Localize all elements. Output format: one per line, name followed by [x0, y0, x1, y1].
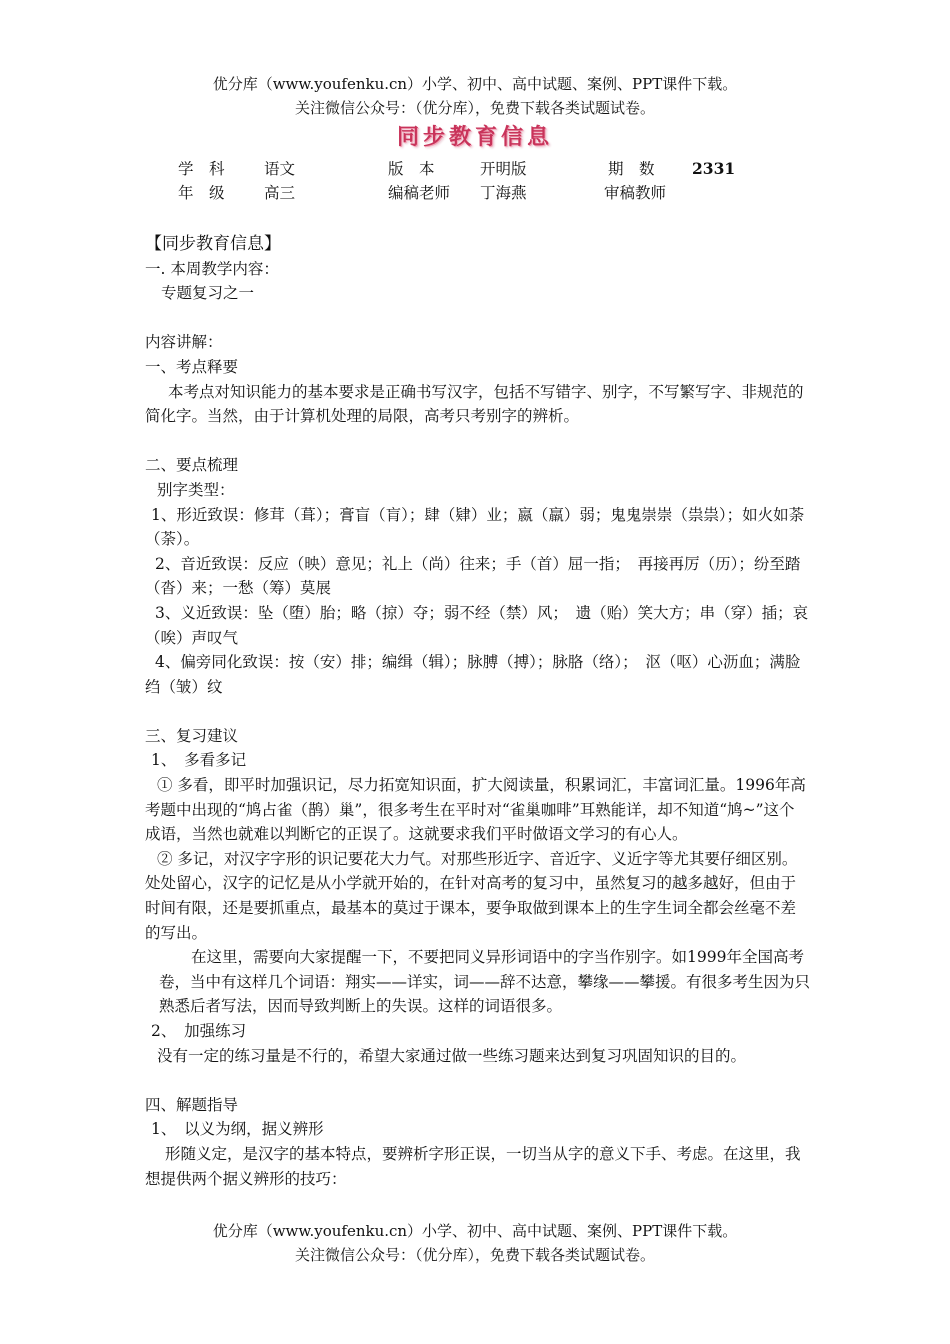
grade-value: 高三 — [264, 184, 296, 202]
meta-row-2 — [0, 182, 950, 204]
meta-row-1 — [0, 158, 950, 180]
paragraph: ② 多记，对汉字字形的识记要花大力气。对那些形近字、音近字、义近字等尤其要仔细区别。处处留心，汉字的记忆是从小学就开始的，在针对高考的复习中，虽然复习的越多越好，但由于时间有限，还是要抓重点，最基本的莫过于课本，要争取做到课本上的生字生词全都会丝毫不差的写出。 — [145, 849, 798, 942]
section-title: 【同步教育信息】 — [145, 234, 281, 254]
heading: 三、复习建议 — [145, 726, 239, 745]
paragraph: ① 多看，即平时加强识记，尽力拓宽知识面，扩大阅读量，积累词汇，丰富词汇量。1996年高考题中出现的“鸠占雀（鹊）巢”，很多考生在平时对“雀巢咖啡”耳熟能详，却不知道“鸠~”这个成语，当然也就难以判断它的正误了。这就要求我们平时做语文学习的有心人。 — [145, 776, 806, 844]
subheading: 1、 多看多记 — [151, 751, 247, 770]
heading: 二、要点梳理 — [145, 456, 239, 475]
paragraph: 本考点对知识能力的基本要求是正确书写汉字，包括不写错字、别字，不写繁写字、非规范的简化字。当然，由于计算机处理的局限，高考只考别字的辨析。 — [145, 382, 804, 426]
heading: 四、解题指导 — [145, 1095, 239, 1114]
paragraph: 内容讲解： — [145, 333, 223, 352]
reviewer-label: 审稿教师 — [604, 184, 667, 202]
header-line-2: 关注微信公众号：（优分库），免费下载各类试题试卷。 — [294, 99, 655, 117]
paragraph: 在这里，需要向大家提醒一下，不要把同义异形词语中的字当作别字。如1999年全国高考卷，当中有这样几个词语：翔实——详实，词——辞不达意，攀缘——攀援。有很多考生因为只熟悉后者写法，因而导致判断上的失误。这样的词语很多。 — [159, 948, 811, 1016]
grade-label: 年 级 — [178, 184, 225, 202]
paragraph: 专题复习之一 — [161, 284, 255, 303]
subject-value: 语文 — [264, 160, 296, 178]
paragraph: 一. 本周教学内容： — [145, 259, 279, 278]
issue-label: 期 数 — [608, 160, 655, 178]
edition-value: 开明版 — [480, 160, 527, 178]
heading: 一、考点释要 — [145, 357, 239, 376]
list-item: 4、偏旁同化致误：按（安）排；编缉（辑）；脉膊（搏）；脉胳（络）； 沤（呕）心沥血；满脸绉（皱）纹 — [145, 653, 801, 696]
footer-line-1: 优分库（www.youfenku.cn）小学、初中、高中试题、案例、PPT课件下载。 — [212, 1222, 738, 1240]
list-item: 3、义近致误：坠（堕）胎；略（掠）夺；弱不经（禁）风； 遗（贻）笑大方；串（穿）插；哀（唉）声叹气 — [145, 603, 809, 647]
subheading: 2、 加强练习 — [151, 1022, 247, 1040]
subheading: 1、 以义为纲，据义辨形 — [151, 1120, 324, 1139]
editor-value: 丁海燕 — [480, 184, 527, 202]
issue-value: 2331 — [692, 159, 736, 178]
header-line-1: 优分库（www.youfenku.cn）小学、初中、高中试题、案例、PPT课件下载。 — [212, 75, 738, 93]
paragraph: 别字类型： — [157, 480, 235, 499]
document-body — [145, 232, 810, 1191]
list-item: 1、形近致误：修茸（葺）；膏盲（肓）；肆（肄）业；嬴（羸）弱；鬼鬼崇崇（祟祟）；如火如荼（荼）。 — [145, 505, 805, 549]
footer-line-2: 关注微信公众号：（优分库），免费下载各类试题试卷。 — [294, 1246, 655, 1264]
edition-label: 版 本 — [388, 160, 435, 178]
paragraph: 没有一定的练习量是不行的，希望大家通过做一些练习题来达到复习巩固知识的目的。 — [157, 1046, 747, 1065]
banner-title: 同步教育信息 — [396, 125, 553, 150]
editor-label: 编稿老师 — [388, 184, 451, 202]
subject-label: 学 科 — [178, 160, 225, 178]
paragraph: 形随义定，是汉字的基本特点，要辨析字形正误，一切当从字的意义下手、考虑。在这里，我想提供两个据义辨形的技巧： — [145, 1144, 801, 1188]
list-item: 2、音近致误：反应（映）意见；礼上（尚）往来；手（首）屈一指； 再接再厉（历）；纷至踏（沓）来；一愁（筹）莫展 — [145, 554, 801, 598]
